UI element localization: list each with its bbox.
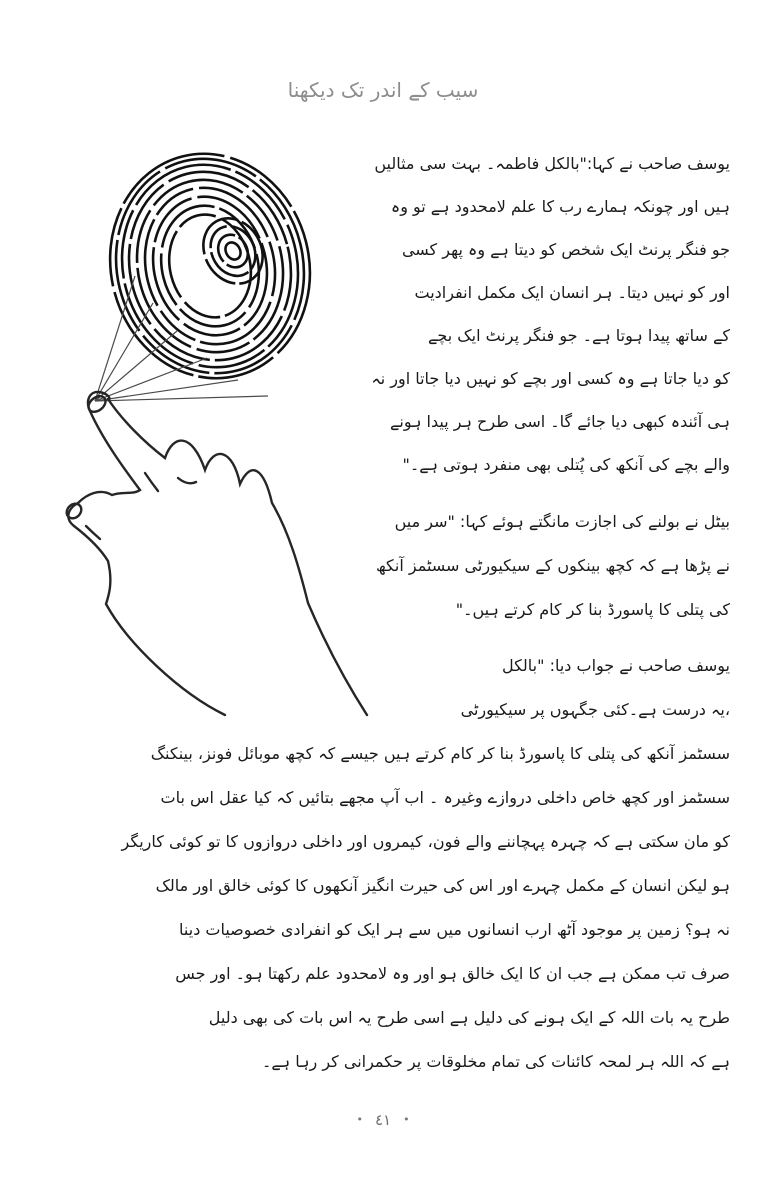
text-line: طرح یہ بات اللہ کے ایک ہونے کی دلیل ہے اسی طرح یہ اس بات کی بھی دلیل	[208, 1008, 730, 1027]
paragraph	[50, 500, 730, 632]
text-line: اور کو نہیں دیتا۔ ہر انسان ایک مکمل انفرادیت	[414, 283, 730, 302]
text-line: والے بچے کی آنکھ کی پُتلی بھی منفرد ہوتی ہے۔"	[402, 455, 730, 474]
text-line: ہو لیکن انسان کے مکمل چہرے اور اس کی حیرت انگیز آنکھوں کا کوئی خالق اور مالک	[155, 876, 730, 895]
text-line: کو دیا جاتا ہے وہ کسی اور بچے کو نہیں دیا جاتا اور نہ	[371, 369, 730, 388]
page-number-dot: •	[403, 1113, 410, 1126]
text-line: جو فنگر پرنٹ ایک شخص کو دیتا ہے وہ پھر کسی	[401, 240, 730, 259]
text-line: کے ساتھ پیدا ہوتا ہے۔ جو فنگر پرنٹ ایک بچے	[428, 326, 730, 345]
paragraph	[50, 142, 730, 486]
text-line: کی پتلی کا پاسورڈ بنا کر کام کرتے ہیں۔"	[455, 600, 730, 619]
page-number-value: ٤١	[374, 1111, 392, 1129]
text-line: نہ ہو؟ زمین پر موجود آٹھ ارب انسانوں میں سے ہر ایک کو انفرادی خصوصیات دینا	[179, 920, 730, 939]
text-line: کو مان سکتی ہے کہ چہرہ پہچاننے والے فون، کیمروں اور داخلی دروازوں کا تو کوئی کاریگر	[121, 832, 730, 851]
text-line: سسٹمز اور کچھ خاص داخلی دروازے وغیرہ ۔ اب آپ مجھے بتائیں کہ کیا عقل اس بات	[160, 788, 730, 807]
text-line: صرف تب ممکن ہے جب ان کا ایک خالق ہو اور وہ لامحدود علم رکھتا ہو۔ اور جس	[175, 964, 730, 983]
text-line: سسٹمز آنکھ کی پتلی کا پاسورڈ بنا کر کام کرتے ہیں جیسے کہ کچھ موبائل فونز، بینکنگ	[150, 744, 730, 763]
paragraph	[50, 644, 730, 1084]
text-line: ہے کہ اللہ ہر لمحہ کائنات کی تمام مخلوقات پر حکمرانی کر رہا ہے۔	[262, 1052, 730, 1071]
page-title: سیب کے اندر تک دیکھنا	[287, 78, 479, 102]
page-number-dot: •	[356, 1113, 363, 1126]
page-number	[0, 1111, 766, 1129]
text-line: یوسف صاحب نے جواب دیا: "بالکل	[501, 656, 730, 675]
text-line: بیٹل نے بولنے کی اجازت مانگتے ہوئے کہا: "سر میں	[394, 512, 730, 531]
text-line: نے پڑھا ہے کہ کچھ بینکوں کے سیکیورٹی سسٹمز آنکھ	[375, 556, 730, 575]
text-line: ہی آئندہ کبھی دیا جائے گا۔ اسی طرح ہر پیدا ہونے	[389, 412, 730, 431]
text-line: یوسف صاحب نے کہا:"بالکل فاطمہ۔ بہت سی مثالیں	[374, 154, 730, 173]
text-line: ،یہ درست ہے۔کئی جگہوں پر سیکیورٹی	[460, 700, 730, 719]
text-line: ہیں اور چونکہ ہمارے رب کا علم لامحدود ہے تو وہ	[390, 197, 730, 216]
body-text	[0, 142, 766, 1084]
